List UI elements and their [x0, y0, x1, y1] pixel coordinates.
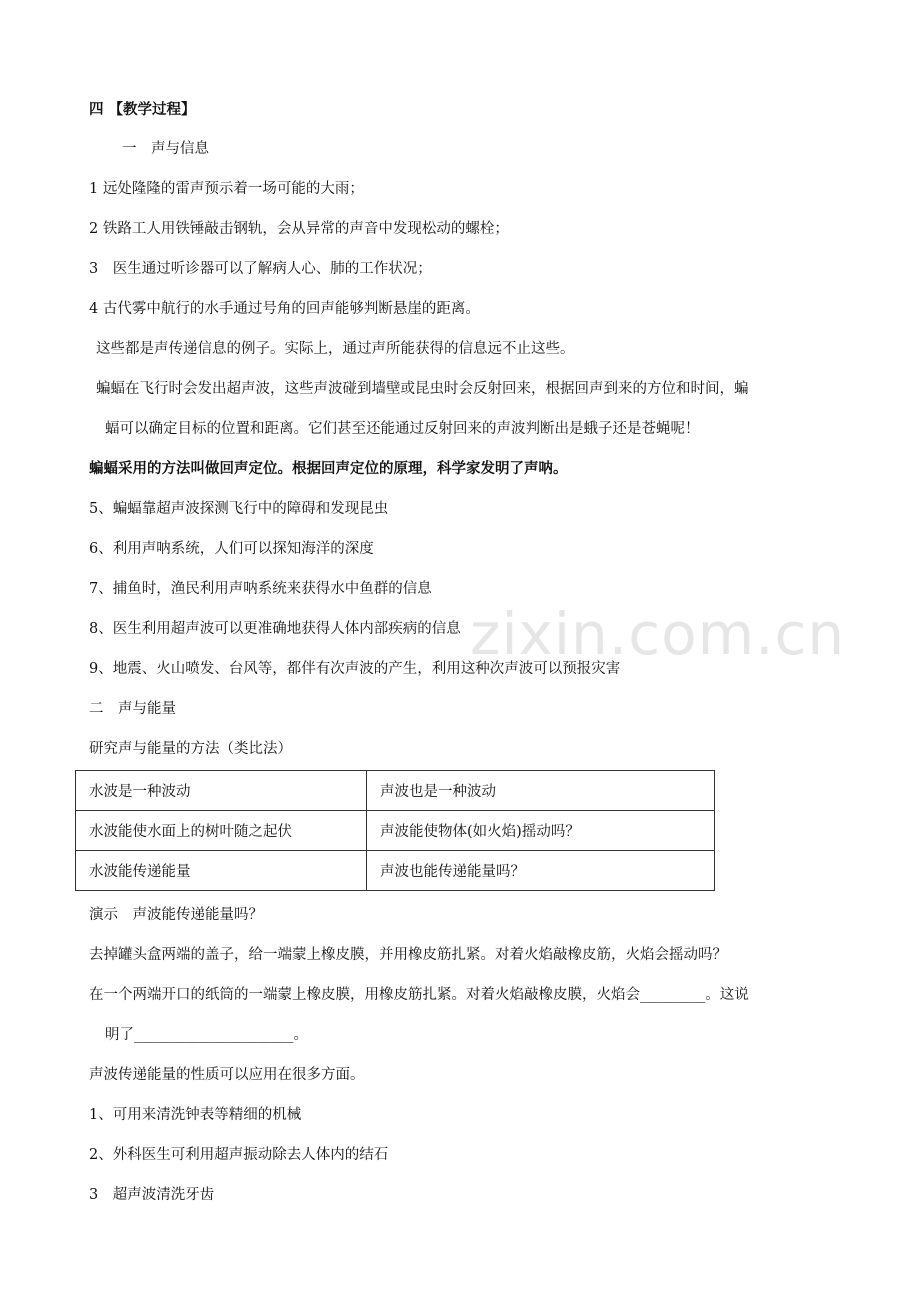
- subsection-title-info: 一 声与信息: [122, 141, 209, 157]
- table-cell: 声波也是一种波动: [367, 771, 715, 811]
- table-cell: 声波能使物体(如火焰)摇动吗？: [367, 811, 715, 851]
- paragraph-examples: 这些都是声传递信息的例子。实际上，通过声所能获得的信息远不止这些。: [96, 341, 575, 357]
- analogy-table: [75, 770, 715, 891]
- table-cell: 水波能使水面上的树叶随之起伏: [76, 811, 367, 851]
- method-title: 研究声与能量的方法（类比法）: [89, 741, 292, 757]
- list-item: 8、医生利用超声波可以更准确地获得人体内部疾病的信息: [89, 621, 461, 637]
- watermark: zixin.com.cn: [470, 600, 846, 668]
- demo-title: 演示 声波能传递能量吗？: [89, 907, 263, 923]
- list-item: 4 古代雾中航行的水手通过号角的回声能够判断悬崖的距离。: [89, 301, 480, 317]
- list-item: 9、地震、火山喷发、台风等，都伴有次声波的产生，利用这种次声波可以预报灾害: [89, 661, 621, 677]
- demo-step: 去掉罐头盒两端的盖子，给一端蒙上橡皮膜，并用橡皮筋扎紧。对着火焰敲橡皮筋，火焰会摇动吗？: [89, 947, 727, 963]
- table-row: [76, 771, 715, 811]
- paragraph-bat-line1: 蝙蝠在飞行时会发出超声波，这些声波碰到墙壁或昆虫时会反射回来，根据回声到来的方位和时间，蝙: [96, 381, 749, 397]
- table-cell: 声波也能传递能量吗？: [367, 851, 715, 891]
- bold-statement: 蝙蝠采用的方法叫做回声定位。根据回声定位的原理，科学家发明了声呐。: [89, 461, 568, 477]
- list-item: 1、可用来清洗钟表等精细的机械: [89, 1107, 302, 1123]
- section-title: 四 【教学过程】: [89, 102, 196, 118]
- list-item: 7、捕鱼时，渔民利用声呐系统来获得水中鱼群的信息: [89, 581, 432, 597]
- subsection-title-energy: 二 声与能量: [89, 701, 176, 717]
- paragraph-bat-line2: 蝠可以确定目标的位置和距离。它们甚至还能通过反射回来的声波判断出是蛾子还是苍蝇呢！: [105, 421, 700, 437]
- list-item: 3 超声波清洗牙齿: [89, 1187, 215, 1203]
- list-item: 3 医生通过听诊器可以了解病人心、肺的工作状况；: [89, 261, 432, 277]
- list-item: 6、利用声呐系统，人们可以探知海洋的深度: [89, 541, 374, 557]
- table-cell: 水波能传递能量: [76, 851, 367, 891]
- list-item: 2、外科医生可利用超声振动除去人体内的结石: [89, 1147, 389, 1163]
- application-intro: 声波传递能量的性质可以应用在很多方面。: [89, 1067, 365, 1083]
- table-cell: 水波是一种波动: [76, 771, 367, 811]
- exercise-line1: 在一个两端开口的纸筒的一端蒙上橡皮膜，用橡皮筋扎紧。对着火焰敲橡皮膜，火焰会_________。这说: [89, 987, 749, 1003]
- list-item: 5、蝙蝠靠超声波探测飞行中的障碍和发现昆虫: [89, 501, 389, 517]
- list-item: 2 铁路工人用铁锤敲击钢轨，会从异常的声音中发现松动的螺栓；: [89, 221, 509, 237]
- table-row: [76, 811, 715, 851]
- table-row: [76, 851, 715, 891]
- exercise-line2: 明了______________________。: [105, 1027, 308, 1043]
- list-item: 1 远处隆隆的雷声预示着一场可能的大雨；: [89, 181, 364, 197]
